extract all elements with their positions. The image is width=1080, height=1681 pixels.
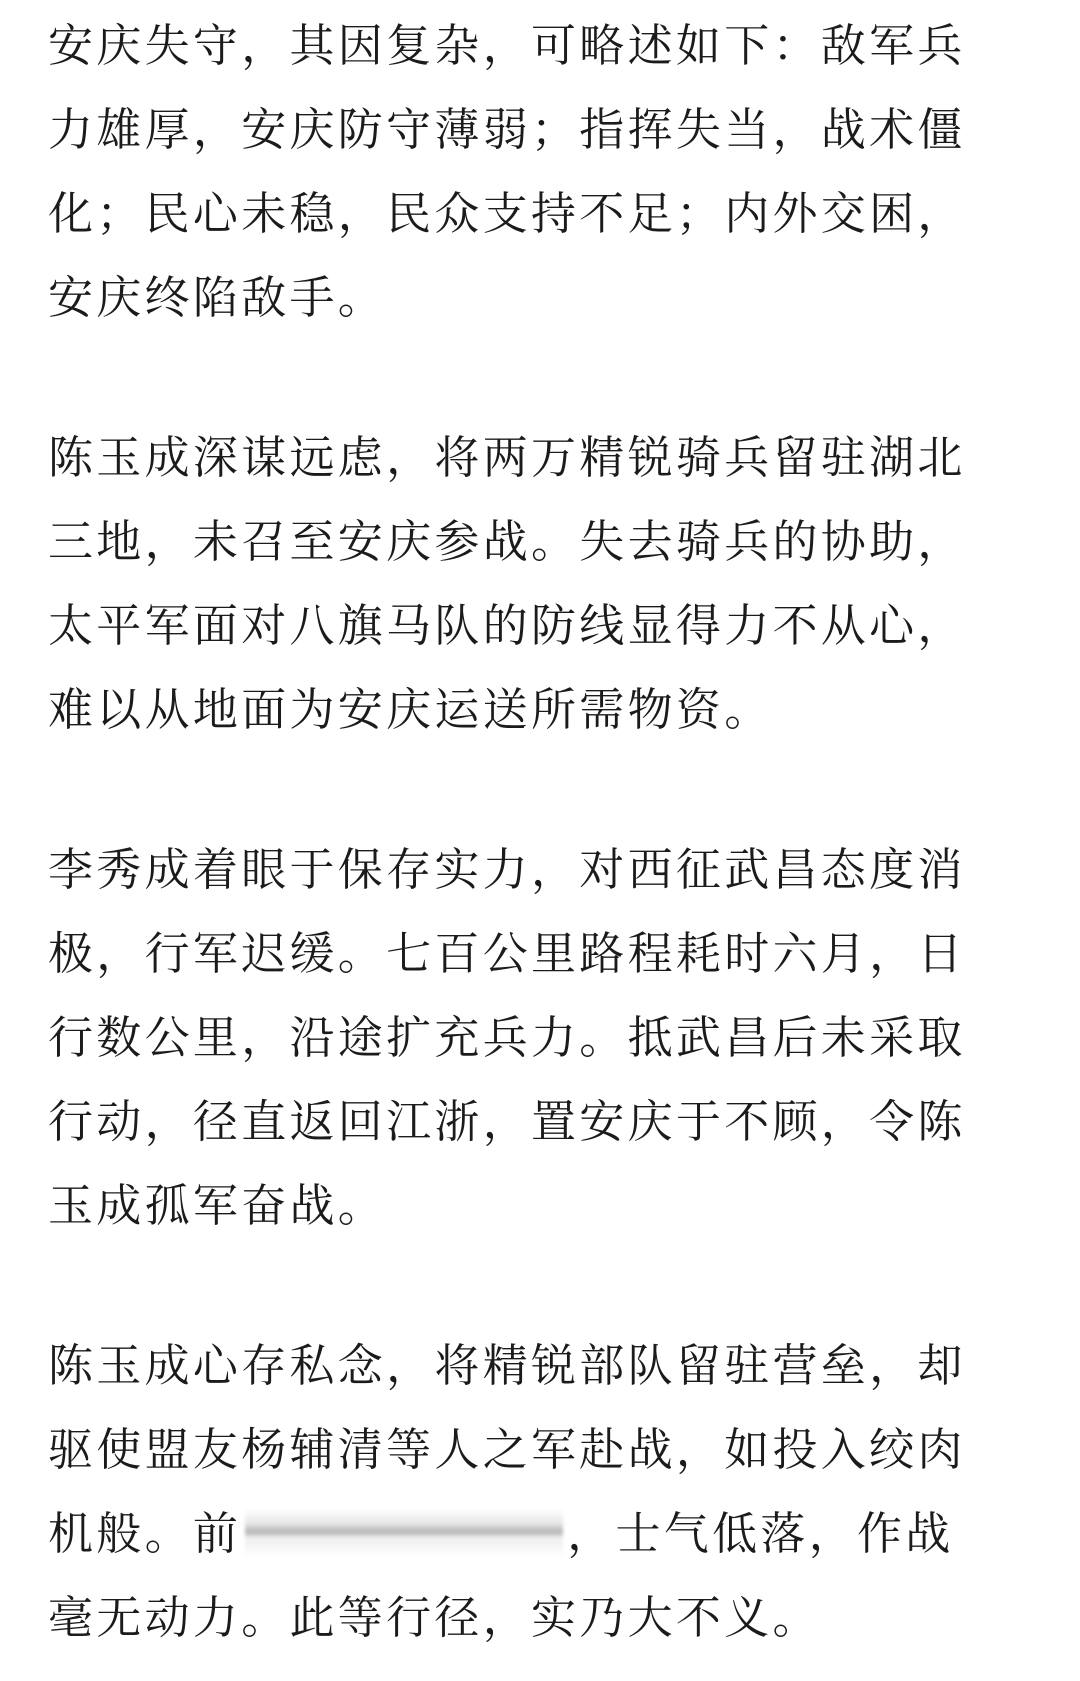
text-line: 陈玉成心存私念，将精锐部队留驻营垒，却 <box>48 1339 966 1392</box>
text-line: 难以从地面为安庆运送所需物资。 <box>48 683 773 736</box>
text-line: 安庆终陷敌手。 <box>48 271 387 324</box>
text-line: 极，行军迟缓。七百公里路程耗时六月，日 <box>48 927 966 980</box>
text-fragment: 机般。前 <box>48 1507 242 1560</box>
paragraph-4 <box>48 1324 1038 1660</box>
paragraph-2 <box>48 416 1038 752</box>
text-line: 三地，未召至安庆参战。失去骑兵的协助， <box>48 515 966 568</box>
text-line: 毫无动力。此等行径，实乃大不义。 <box>48 1591 821 1644</box>
text-line: 化；民心未稳，民众支持不足；内外交困， <box>48 187 966 240</box>
text-line: 安庆失守，其因复杂，可略述如下：敌军兵 <box>48 19 966 72</box>
paragraph-1 <box>48 4 1038 340</box>
text-line: 力雄厚，安庆防守薄弱；指挥失当，战术僵 <box>48 103 966 156</box>
text-fragment: ，士气低落，作战 <box>567 1507 954 1560</box>
text-line: 太平军面对八旗马队的防线显得力不从心， <box>48 599 966 652</box>
text-line: 李秀成着眼于保存实力，对西征武昌态度消 <box>48 843 966 896</box>
text-line: 行动，径直返回江浙，置安庆于不顾，令陈 <box>48 1095 966 1148</box>
text-line: 玉成孤军奋战。 <box>48 1179 387 1232</box>
text-line: 驱使盟友杨辅清等人之军赴战，如投入绞肉 <box>48 1423 966 1476</box>
text-line-with-redaction <box>48 1492 1038 1576</box>
text-line: 陈玉成深谋远虑，将两万精锐骑兵留驻湖北 <box>48 431 966 484</box>
text-line: 行数公里，沿途扩充兵力。抵武昌后未采取 <box>48 1011 966 1064</box>
paragraph-3 <box>48 828 1038 1248</box>
redaction-blur <box>245 1509 563 1557</box>
